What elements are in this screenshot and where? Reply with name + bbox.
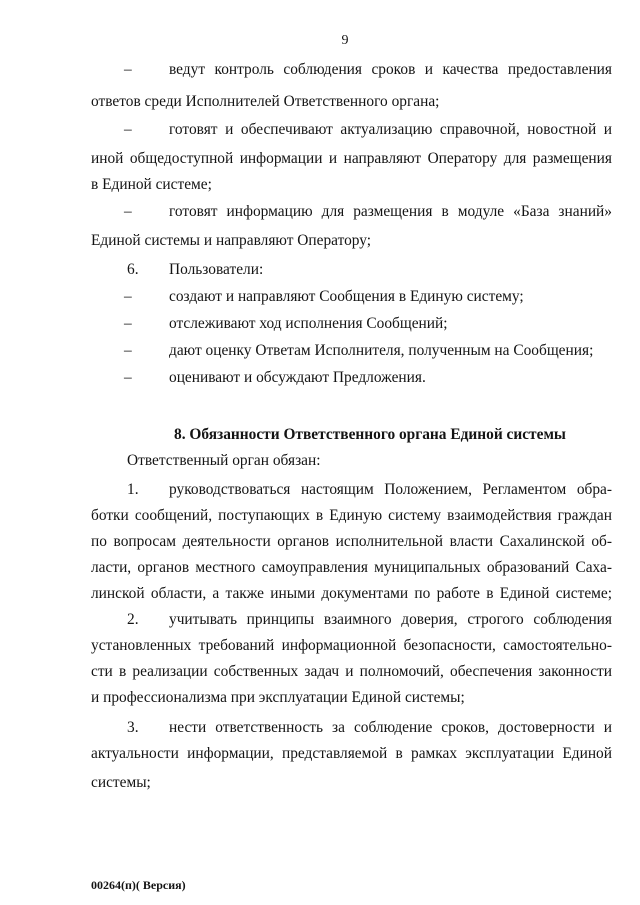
list-item-line: в Единой системе;: [91, 176, 212, 193]
list-item-line: сти в реализации собственных задач и полномочий, обеспечения законности: [91, 663, 612, 680]
list-item-line: оценивают и обсуждают Предложения.: [169, 369, 426, 386]
list-marker: –: [124, 121, 132, 138]
list-item-line: линской области, а также иными документами по работе в Единой системе;: [91, 585, 612, 602]
list-marker: –: [124, 61, 132, 78]
list-item-line: по вопросам деятельности органов исполнительной власти Сахалинской об-: [91, 533, 612, 550]
document-footer-code: 00264(п)( Версия): [91, 878, 186, 892]
list-marker: 6.: [127, 261, 139, 278]
list-item-line: и профессионализма при эксплуатации Единой системы;: [91, 689, 465, 706]
list-item-line: отслеживают ход исполнения Сообщений;: [169, 315, 448, 332]
list-marker: –: [124, 288, 132, 305]
section-heading: 8. Обязанности Ответственного органа Единой системы: [174, 426, 566, 443]
list-marker: 1.: [127, 481, 139, 498]
list-marker: –: [124, 342, 132, 359]
list-item-line: установленных требований информационной безопасности, самостоятельно-: [91, 637, 612, 654]
list-marker: –: [124, 315, 132, 332]
list-item-line: Пользователи:: [169, 261, 264, 278]
section-intro: Ответственный орган обязан:: [127, 452, 321, 469]
list-item-line: системы;: [91, 774, 151, 791]
list-item-line: ведут контроль соблюдения сроков и качества предоставления: [169, 61, 612, 78]
list-item-line: создают и направляют Сообщения в Единую систему;: [169, 288, 524, 305]
list-marker: –: [124, 369, 132, 386]
list-item-line: нести ответственность за соблюдение сроков, достоверности и: [169, 719, 612, 736]
list-item-line: ответов среди Исполнителей Ответственного органа;: [91, 93, 440, 110]
list-item-line: ласти, органов местного самоуправления муниципальных образований Саха-: [91, 559, 612, 576]
list-item-line: Единой системы и направляют Оператору;: [91, 232, 372, 249]
page-number: 9: [341, 33, 349, 48]
list-marker: 2.: [127, 611, 139, 628]
list-marker: 3.: [127, 719, 139, 736]
list-item-line: руководствоваться настоящим Положением, Регламентом обра-: [169, 481, 612, 498]
list-item-line: готовят и обеспечивают актуализацию справочной, новостной и: [169, 121, 612, 138]
list-item-line: готовят информацию для размещения в модуле «База знаний»: [169, 203, 612, 220]
list-item-line: ботки сообщений, поступающих в Единую систему взаимодействия граждан: [91, 507, 612, 524]
list-item-line: актуальности информации, представляемой в рамках эксплуатации Единой: [91, 745, 612, 762]
list-item-line: учитывать принципы взаимного доверия, строгого соблюдения: [169, 611, 612, 628]
list-item-line: дают оценку Ответам Исполнителя, полученным на Сообщения;: [169, 342, 594, 359]
list-item-line: иной общедоступной информации и направляют Оператору для размещения: [91, 150, 612, 167]
list-marker: –: [124, 203, 132, 220]
